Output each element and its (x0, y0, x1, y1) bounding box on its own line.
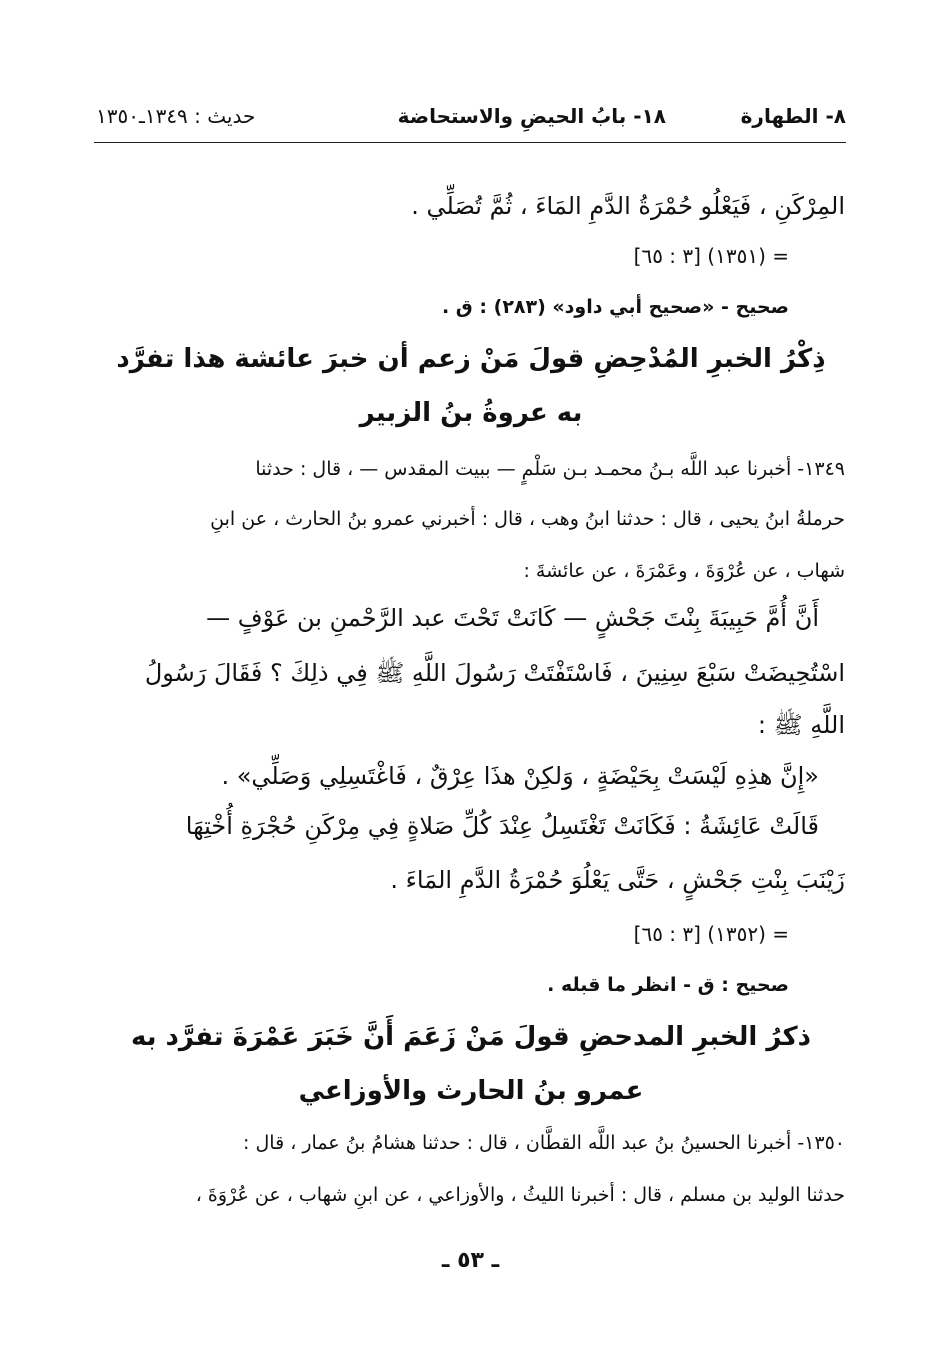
matn-line: زَيْنَبَ بِنْتِ جَحْشٍ ، حَتَّى يَعْلُوَ حُمْرَةُ الدَّمِ المَاءَ . (390, 866, 845, 894)
chapter-heading: عمرو بنُ الحارث والأوزاعي (298, 1076, 644, 1106)
matn-line: أَنَّ أُمَّ حَبِيبَةَ بِنْتَ جَحْشٍ — كَانَتْ تَحْتَ عبد الرَّحْمنِ بن عَوْفٍ — (206, 604, 819, 632)
matn-line: اسْتُحِيضَتْ سَبْعَ سِنِينَ ، فَاسْتَفْتَتْ رَسُولَ اللَّهِ ﷺ فِي ذلِكَ ؟ فَقَالَ رَسُولُ (144, 659, 845, 687)
isnad-line: ١٣٥٠- أخبرنا الحسينُ بنُ عبد اللَّه القطَّان ، قال : حدثنا هشامُ بنُ عمار ، قال : (243, 1132, 845, 1154)
isnad-line: حرملةُ ابنُ يحيى ، قال : حدثنا ابنُ وهب ، قال : أخبرني عمرو بنُ الحارث ، عن ابنِ (210, 508, 845, 530)
chapter-heading: ذكرُ الخبرِ المدحضِ قولَ مَنْ زَعَمَ أَنَّ خَبَرَ عَمْرَةَ تفرَّد به (130, 1022, 812, 1052)
isnad-line: حدثنا الوليد بن مسلم ، قال : أخبرنا الليثُ ، والأوزاعي ، عن ابنِ شهاب ، عن عُرْوَةَ ، (195, 1184, 845, 1206)
header-rule (94, 142, 846, 143)
grading-note: صحيح - «صحيح أبي داود» (٢٨٣) : ق . (441, 296, 789, 318)
chapter-title: ٨- الطهارة (740, 104, 846, 128)
matn-line: قَالَتْ عَائِشَةُ : فَكَانَتْ تَغْتَسِلُ عِنْدَ كُلِّ صَلاةٍ فِي مِرْكَنِ حُجْرَةِ أُخْتِهَا (185, 812, 819, 840)
cross-reference: = (١٣٥١) [٣ : ٦٥] (633, 244, 789, 268)
grading-note: صحيح : ق - انظر ما قبله . (547, 974, 789, 996)
matn-line: «إِنَّ هذِهِ لَيْسَتْ بِحَيْضَةٍ ، وَلكِنْ هذَا عِرْقٌ ، فَاغْتَسِلِي وَصَلِّي» . (221, 762, 819, 790)
matn-line: اللَّهِ ﷺ : (757, 711, 845, 739)
text-line: المِرْكَنِ ، فَيَعْلُو حُمْرَةُ الدَّمِ المَاءَ ، ثُمَّ تُصَلِّي . (411, 192, 845, 220)
chapter-heading: ذِكْرُ الخبرِ المُدْحِضِ قولَ مَنْ زعم أن خبرَ عائشة هذا تفرَّد (116, 344, 826, 374)
chapter-heading: به عروةُ بنُ الزبير (359, 398, 583, 428)
section-title: ١٨- بابُ الحيضِ والاستحاضة (397, 104, 666, 128)
hadith-range: حديث : ١٣٤٩ـ١٣٥٠ (96, 104, 256, 128)
cross-reference: = (١٣٥٢) [٣ : ٦٥] (633, 922, 789, 946)
isnad-line: ١٣٤٩- أخبرنا عبد اللَّه بـنُ محمـد بـن سَلْمٍ — ببيت المقدس — ، قال : حدثنا (255, 458, 845, 480)
page-number: ـ ٥٣ ـ (441, 1248, 500, 1273)
isnad-line: شهاب ، عن عُرْوَةَ ، وعَمْرَةَ ، عن عائشةَ : (523, 560, 845, 582)
running-head (96, 104, 846, 138)
